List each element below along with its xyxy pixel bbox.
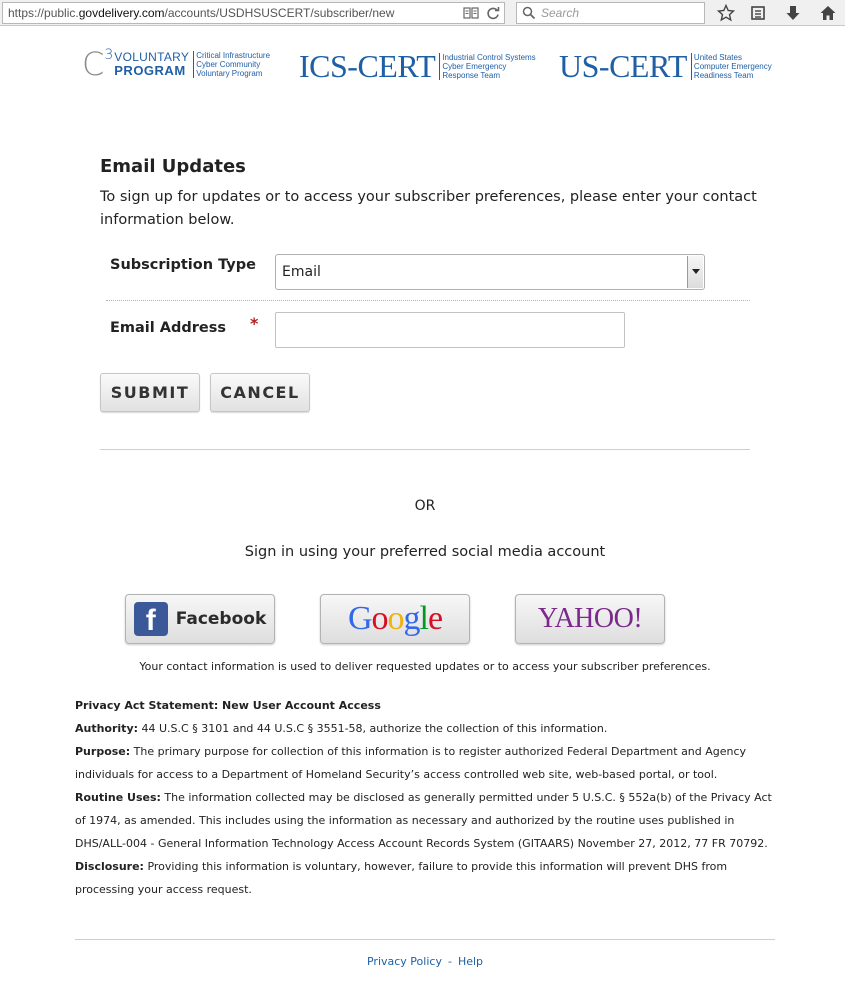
help-link[interactable]: Help xyxy=(457,955,484,968)
or-separator: OR xyxy=(414,498,436,514)
facebook-icon: f xyxy=(134,602,168,636)
subscription-type-select[interactable] xyxy=(275,254,705,290)
bookmark-star-icon[interactable] xyxy=(716,3,736,23)
subscription-type-value: Email xyxy=(282,264,321,280)
ics-cert-logo[interactable] xyxy=(299,48,536,84)
subscription-type-label: Subscription Type xyxy=(110,257,256,273)
ics-cert-wordmark: ICS-CERT xyxy=(299,48,436,84)
cancel-button[interactable]: CANCEL xyxy=(210,373,310,412)
form-row-divider xyxy=(106,300,750,301)
bookmarks-menu-icon[interactable] xyxy=(748,3,768,23)
search-icon xyxy=(522,6,536,20)
privacy-heading: Privacy Act Statement: New User Account Access xyxy=(75,699,381,712)
facebook-label: Facebook xyxy=(175,609,267,629)
us-cert-wordmark: US-CERT xyxy=(559,48,687,84)
url-bar[interactable] xyxy=(2,2,505,24)
intro-text: To sign up for updates or to access your subscriber preferences, please enter your contact information below. xyxy=(100,189,757,228)
yahoo-signin-button[interactable] xyxy=(515,594,665,644)
browser-search-input[interactable] xyxy=(516,2,705,24)
email-address-label: Email Address xyxy=(110,320,227,336)
privacy-authority: Authority: 44 U.S.C § 3101 and 44 U.S.C § 3551-58, authorize the collection of this information. xyxy=(75,722,608,735)
privacy-policy-link[interactable]: Privacy Policy xyxy=(366,955,442,968)
url-host: govdelivery.com xyxy=(78,6,165,20)
submit-button[interactable]: SUBMIT xyxy=(100,373,200,412)
browser-toolbar xyxy=(0,0,845,26)
privacy-purpose: Purpose: The primary purpose for collection of this information is to register authorized Federal Department and Agency individuals for access to a Department of Homeland Security’s access controlled web site, web-based portal, or tool. xyxy=(75,745,747,781)
ics-cert-subtitle: Industrial Control Systems Cyber Emergency Response Team xyxy=(439,53,535,80)
page-title: Email Updates xyxy=(100,156,246,177)
required-marker: * xyxy=(250,314,259,333)
url-path: /accounts/USDHSUSCERT/subscriber/new xyxy=(164,6,395,20)
section-divider xyxy=(100,449,750,450)
reload-icon[interactable] xyxy=(485,5,501,21)
us-cert-logo[interactable] xyxy=(559,48,772,84)
reader-view-icon[interactable] xyxy=(463,5,479,21)
chevron-down-icon[interactable] xyxy=(687,256,703,288)
contact-info-note: Your contact information is used to deliver requested updates or to access your subscriber preferences. xyxy=(139,660,711,673)
footer-links xyxy=(0,955,845,968)
footer-separator: - xyxy=(447,955,452,968)
download-icon[interactable] xyxy=(783,3,803,23)
url-prefix: https://public. xyxy=(8,6,79,20)
privacy-act-statement xyxy=(75,694,780,901)
privacy-disclosure: Disclosure: Providing this information is voluntary, however, failure to provide this information will prevent DHS from processing your access request. xyxy=(75,860,728,896)
c3-logo-subtitle: Critical Infrastructure Cyber Community Voluntary Program xyxy=(193,51,270,78)
privacy-routine-uses: Routine Uses: The information collected may be disclosed as generally permitted under 5 U.S.C. § 552a(b) of the Privacy Act of 1974, as amended. This includes using the information as necessary and authorized by the routine uses published in DHS/ALL-004 - General Information Technology Access Account Records System (GITAARS) November 27, 2012, 77 FR 70792. xyxy=(75,791,772,850)
partner-logos xyxy=(0,45,845,84)
email-address-input[interactable] xyxy=(275,312,625,348)
c3-voluntary-program-logo[interactable] xyxy=(82,45,271,83)
google-signin-button[interactable] xyxy=(320,594,470,644)
yahoo-logo: YAHOO! xyxy=(537,603,643,634)
facebook-signin-button[interactable] xyxy=(125,594,275,644)
google-logo: Google xyxy=(347,600,443,637)
c3-logo-mark: $C^3$ xyxy=(82,45,114,83)
home-icon[interactable] xyxy=(818,3,838,23)
footer-divider xyxy=(75,939,775,940)
search-placeholder: Search xyxy=(541,6,580,20)
c3-logo-title: VOLUNTARY PROGRAM xyxy=(114,50,190,78)
us-cert-subtitle: United States Computer Emergency Readiness Team xyxy=(691,53,772,80)
social-signin-prompt: Sign in using your preferred social media account xyxy=(244,544,606,560)
